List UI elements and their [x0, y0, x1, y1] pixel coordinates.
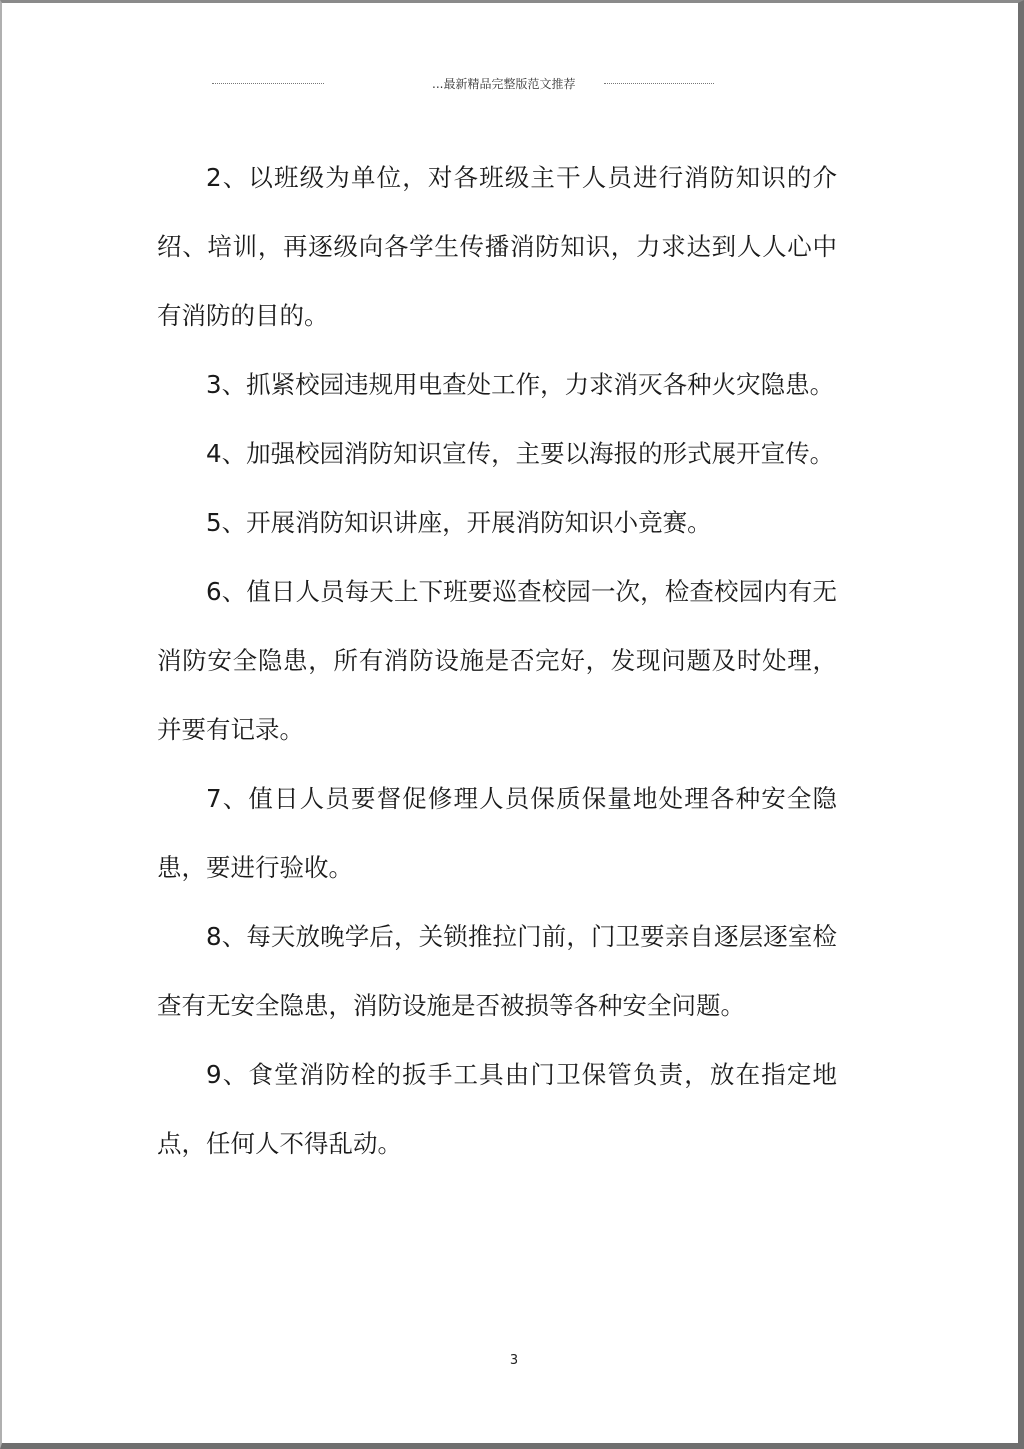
paragraph-item-9: 9、食堂消防栓的扳手工具由门卫保管负责，放在指定地点，任何人不得乱动。 [157, 1060, 837, 1158]
paragraph-item-7: 7、值日人员要督促修理人员保质保量地处理各种安全隐患，要进行验收。 [157, 784, 837, 882]
page-header [212, 75, 712, 95]
header-text: ...最新精品完整版范文推荐 [432, 77, 576, 91]
paragraph-item-6: 6、值日人员每天上下班要巡查校园一次，检查校园内有无消防安全隐患，所有消防设施是否完好，发现问题及时处理，并要有记录。 [157, 577, 837, 744]
paragraph-item-2: 2、以班级为单位，对各班级主干人员进行消防知识的介绍、培训，再逐级向各学生传播消防知识，力求达到人人心中有消防的目的。 [157, 163, 837, 330]
paragraph-item-8: 8、每天放晚学后，关锁推拉门前，门卫要亲自逐层逐室检查有无安全隐患，消防设施是否被损等各种安全问题。 [157, 922, 837, 1020]
paragraph-item-4: 4、加强校园消防知识宣传，主要以海报的形式展开宣传。 [206, 439, 835, 468]
page-number: 3 [509, 1353, 519, 1368]
document-body [157, 143, 837, 1178]
header-dotted-rule-right [604, 83, 714, 84]
paragraph-item-3: 3、抓紧校园违规用电查处工作，力求消灭各种火灾隐患。 [206, 370, 835, 399]
paragraph-item-5: 5、开展消防知识讲座，开展消防知识小竞赛。 [206, 508, 712, 537]
header-dotted-rule-left [212, 83, 324, 84]
